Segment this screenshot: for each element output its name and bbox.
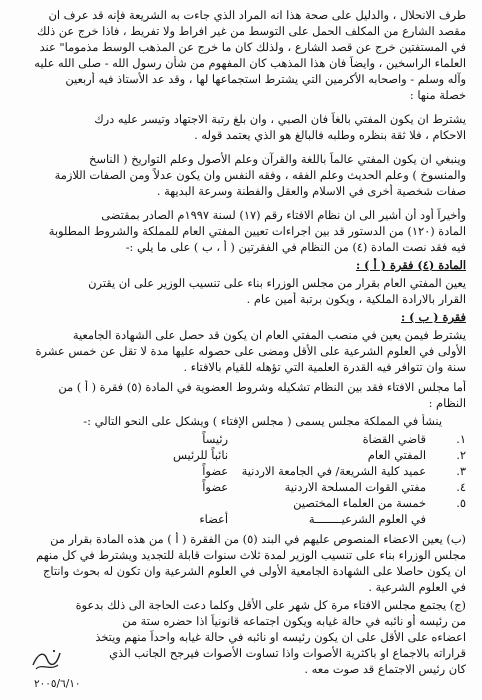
member-role: رئيساً [202,432,228,446]
member-name: عميد كلية الشريعة/ في الجامعة الاردنية [241,464,426,478]
member-row [20,448,466,462]
text-line: سنة وان تتوافر فيه القدرة العلمية التي تؤهله للقيام بالافتاء . [183,360,466,374]
text-line: يشترط ان يكون المفتي بالغاً فان الصبي ، وان بلغ رتبة الاجتهاد وتيسر عليه درك [94,112,466,126]
text-line: وأخيراً أود أن أشير الى ان نظام الافتاء رقم (١٧) لسنة ١٩٩٧م الصادر بمقتضى [101,208,466,222]
member-role: عضواً [202,480,228,494]
text-line: في العلوم الشرعية . [368,580,466,594]
text-line: الأولى في العلوم الشرعية على الأقل ومضى على حصوله عليها مدة لا تقل عن خمس عشرة [35,344,466,358]
text-line: من رئيسه أو نائبه في حالة غيابه ويكون اجتماعه قانونياً اذا حضره ستة من [122,614,466,628]
member-number: ٤. [456,480,466,494]
text-line: قراراته بالاجماع او باكثرية الأصوات واذا تساوت الأصوات فيرجح الجانب الذي [109,646,466,660]
section-heading: فقرة ( ب ) : [400,310,466,324]
document-date: ٢٠٠٥/٦/١٠ [34,678,81,690]
text-line: أما مجلس الافتاء فقد بين النظام تشكيله وشروط العضوية في المادة (٥) فقرة ( أ ) من [58,380,466,394]
member-name: قاضي القضاة [362,432,426,446]
member-row [20,432,466,446]
text-line: (ب) يعين الاعضاء المنصوص عليهم في البند (٥) من الفقرة ( أ ) من هذه المادة بقرار من [50,532,466,546]
member-number: ٥. [456,496,466,510]
text-line: طرف الانحلال ، والدليل على صحة هذا انه المراد الذي جاءت به الشريعة فإنه قد عرف ان [48,8,466,22]
signature-mark [30,645,64,673]
member-name: مفتي القوات المسلحة الاردنية [284,480,426,494]
text-line: كان رئيس الاجتماع قد صوت معه . [304,662,466,676]
text-line: اعضاءه على الأقل على ان يكون رئيسه او نائبه في حالة غيابه واحداً منهم ويتخذ [95,630,466,644]
member-row [20,512,466,526]
member-name: في العلوم الشرعيــــــــة [308,512,426,526]
text-line: يشترط فيمن يعين في منصب المفتي العام ان يكون قد حصل على الشهادة الجامعية [72,328,466,342]
text-line: الاحكام ، فلا ثقة بنظره وطلبه فالبالغ هو الذي يعتمد قوله . [194,128,466,142]
text-line: ان يكون حاصلا على الشهادة الجامعية الأولى في العلوم الشرعية وان تكون له بحوث وانتاج [43,564,466,578]
text-line: (ج) يجتمع مجلس الافتاء مرة كل شهر على الأقل وكلما دعت الحاجة الى ذلك بدعوة [75,598,466,612]
member-name: خمسة من العلماء المختصين [293,496,426,510]
article-heading: المادة (٤) فقرة ( أ ) : [355,258,466,272]
member-number: ٣. [456,464,466,478]
member-row [20,496,466,510]
member-row [20,480,466,494]
text-line: في المستفتين خرج عن قصد الشارع ، ولذلك كان ما خرج عن المذهب الوسط مذموما" عند [39,40,466,54]
text-line: صفات شخصية أخرى في الاسلام والعقل والفطنة وسرعة البديهة . [156,184,466,198]
member-role: عضواً [202,464,228,478]
text-line: القرار بالارادة الملكية ، ويكون برتبة أمين عام . [246,292,466,306]
table-intro: ينشأ في المملكة مجلس يسمى ( مجلس الإفتاء ) ويشكل على النحو التالي :- [83,414,442,428]
text-line: مجلس الوزراء بناء على تنسيب الوزير لمدة ثلاث سنوات قابلة للتجديد ويشترط في كل منهم [36,548,466,562]
member-number: ٢. [456,448,466,462]
text-line: النظام : [428,396,466,410]
member-role: أعضاء [199,512,228,526]
member-name: المفتي العام [367,448,426,462]
text-line: وآله وسلم - واصحابه الأكرمين التي يشترط استجماعها لها ، وقد عد الأستاذ فيه أربعين [65,72,466,86]
text-line: والمنسوخ ) وعلم الحديث وعلم الفقه ، وفقه النفس وان يكون عدلاً ومن الصفات اللازمة [54,168,466,182]
text-line: خصلة منها : [409,88,466,102]
text-line: مقصد الشارع من المكلف الحمل على التوسط من غير افراط ولا تفريط ، فاذا خرج عن ذلك [37,24,466,38]
text-line: المادة (١٢٠) من الدستور قد بين اجراءات تعيين المفتي العام للمملكة والشروط المطلوبة [48,224,466,238]
text-line: وينبغي ان يكون المفتي عالماً باللغة والقرآن وعلم الأصول وعلم التواريخ ( الناسخ [89,152,466,166]
text-line: العلماء الراسخين ، وايضاً فان هذا المذهب كان المفهوم من شأن رسول الله - صلى الله عليه [34,56,466,70]
member-row [20,464,466,478]
text-line: يعين المفتي العام بقرار من مجلس الوزراء بناء على تنسيب الوزير على ان يقترن [88,276,466,290]
text-line: فيه فقد نصت المادة (٤) من النظام في الفقرتين ( أ ، ب ) على ما يلي :- [125,240,466,254]
member-number: ١. [456,432,466,446]
member-role: نائباً للرئيس [173,448,228,462]
